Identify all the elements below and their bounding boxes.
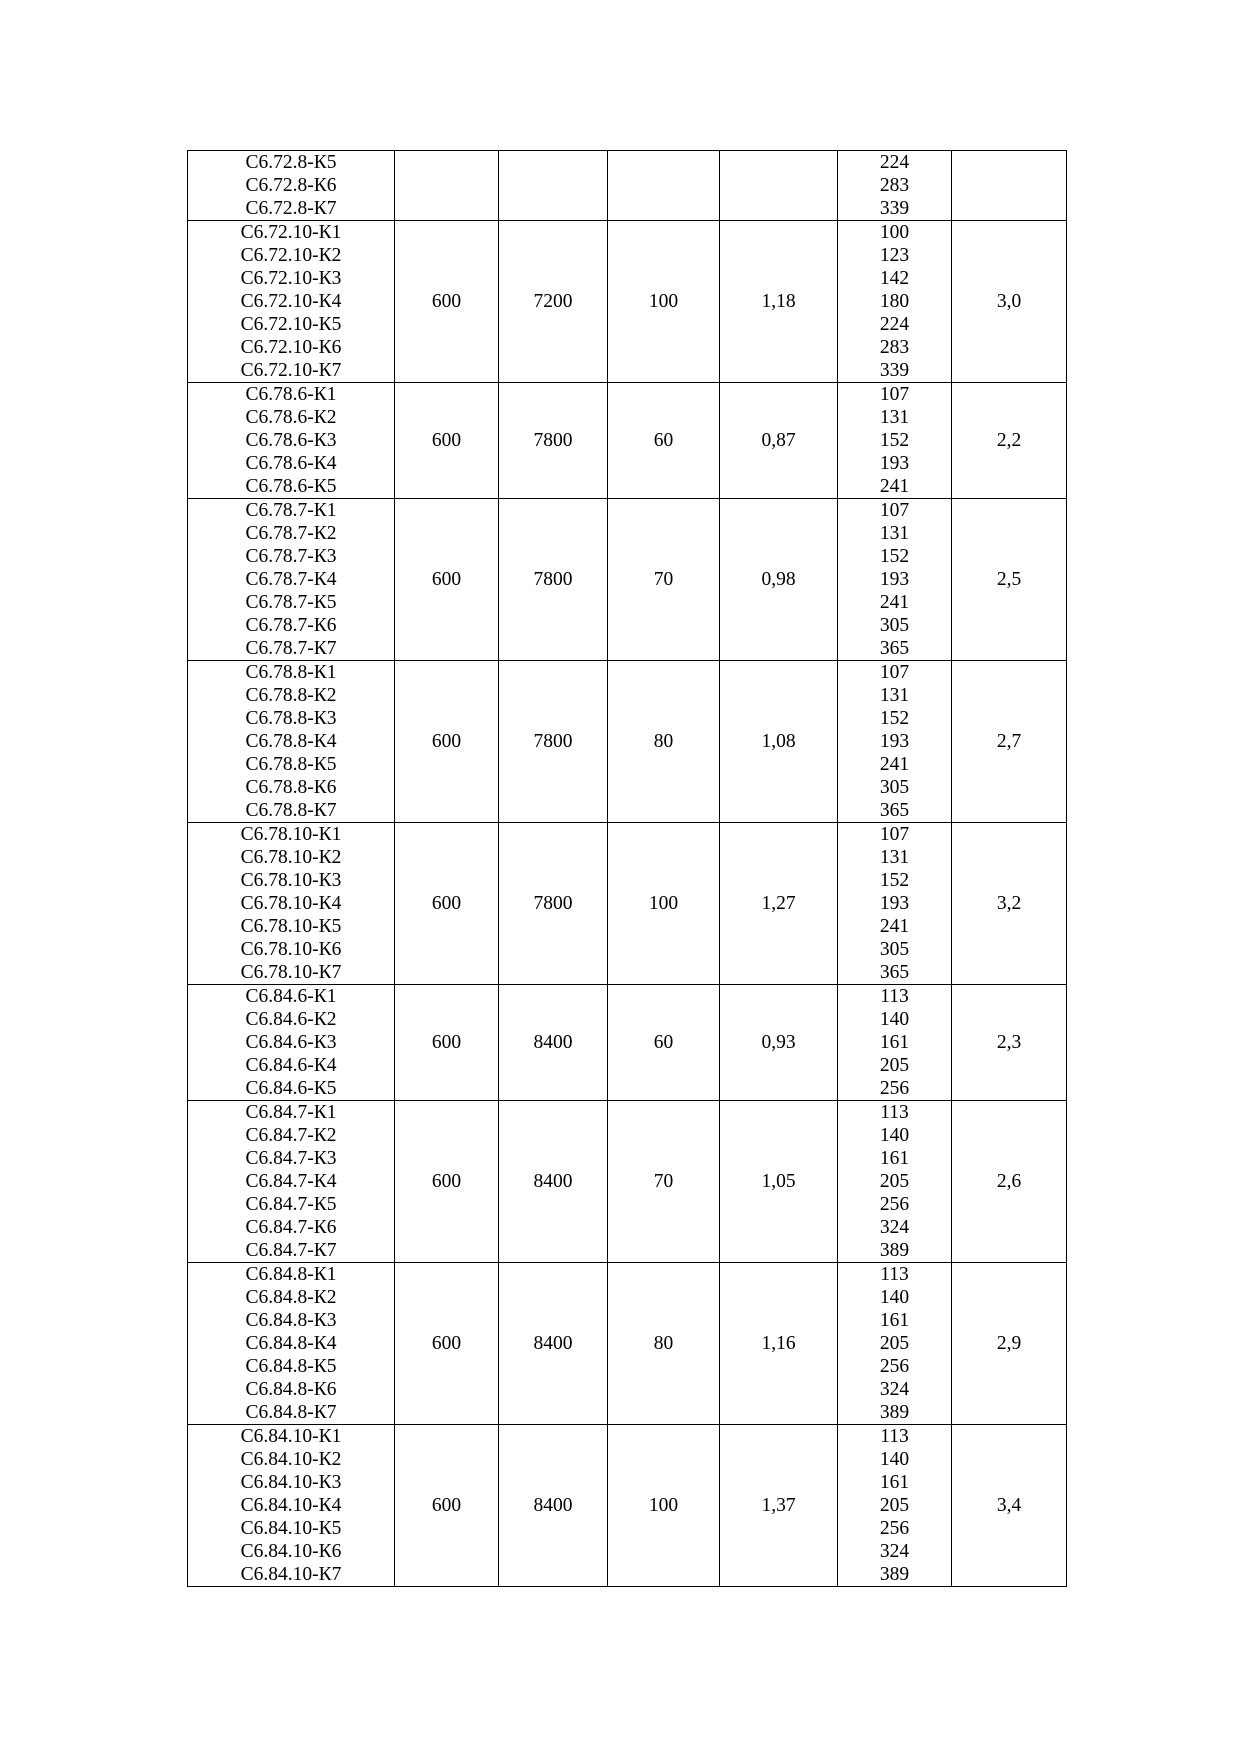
load-value: 283 bbox=[879, 175, 910, 196]
load-value: 305 bbox=[879, 939, 910, 960]
height-cell: 100 bbox=[608, 1425, 720, 1587]
load-value: 224 bbox=[879, 152, 910, 173]
mark-label: С6.72.10-К6 bbox=[240, 337, 342, 358]
mark-label: С6.78.8-К2 bbox=[245, 685, 337, 706]
load-value: 161 bbox=[879, 1310, 910, 1331]
mark-label: С6.78.7-К6 bbox=[245, 615, 337, 636]
mark-label: С6.84.10-К5 bbox=[240, 1518, 342, 1539]
mark-label: С6.78.6-К5 bbox=[245, 476, 337, 497]
load-value: 152 bbox=[879, 546, 910, 567]
height-cell: 100 bbox=[608, 823, 720, 985]
mass-cell: 2,6 bbox=[952, 1101, 1067, 1263]
mark-cell bbox=[188, 1425, 395, 1587]
mark-label: С6.84.8-К3 bbox=[245, 1310, 337, 1331]
load-value: 152 bbox=[879, 430, 910, 451]
load-value: 365 bbox=[879, 962, 910, 983]
mark-label: С6.84.10-К2 bbox=[240, 1449, 342, 1470]
mass-cell: 2,5 bbox=[952, 499, 1067, 661]
load-value: 107 bbox=[879, 824, 910, 845]
load-value: 131 bbox=[879, 523, 910, 544]
load-value: 324 bbox=[879, 1541, 910, 1562]
table-row bbox=[188, 499, 1067, 661]
load-value: 389 bbox=[879, 1564, 910, 1585]
load-value: 256 bbox=[879, 1356, 910, 1377]
mark-label: С6.84.7-К1 bbox=[245, 1102, 337, 1123]
mark-cell bbox=[188, 985, 395, 1101]
volume-cell bbox=[720, 151, 838, 221]
height-cell: 100 bbox=[608, 221, 720, 383]
height-cell: 60 bbox=[608, 985, 720, 1101]
volume-cell: 1,37 bbox=[720, 1425, 838, 1587]
height-cell: 70 bbox=[608, 1101, 720, 1263]
table-row bbox=[188, 985, 1067, 1101]
mark-label: С6.84.8-К6 bbox=[245, 1379, 337, 1400]
load-value: 365 bbox=[879, 800, 910, 821]
width-cell: 600 bbox=[395, 1425, 499, 1587]
load-value: 193 bbox=[879, 569, 910, 590]
mark-cell bbox=[188, 823, 395, 985]
height-cell: 80 bbox=[608, 1263, 720, 1425]
mark-label: С6.84.8-К1 bbox=[245, 1264, 337, 1285]
load-value: 161 bbox=[879, 1472, 910, 1493]
mark-label: С6.78.10-К5 bbox=[240, 916, 342, 937]
width-cell: 600 bbox=[395, 383, 499, 499]
mark-cell bbox=[188, 1101, 395, 1263]
load-value: 113 bbox=[880, 1426, 909, 1447]
load-value: 140 bbox=[879, 1009, 910, 1030]
load-value: 324 bbox=[879, 1217, 910, 1238]
load-value: 152 bbox=[879, 708, 910, 729]
mark-label: С6.78.7-К2 bbox=[245, 523, 337, 544]
length-cell: 7800 bbox=[499, 823, 608, 985]
load-value: 113 bbox=[880, 1264, 909, 1285]
table-row bbox=[188, 661, 1067, 823]
width-cell: 600 bbox=[395, 221, 499, 383]
volume-cell: 0,93 bbox=[720, 985, 838, 1101]
load-cell bbox=[838, 661, 952, 823]
mark-label: С6.84.7-К2 bbox=[245, 1125, 337, 1146]
load-value: 161 bbox=[879, 1148, 910, 1169]
mass-cell: 3,2 bbox=[952, 823, 1067, 985]
load-value: 224 bbox=[879, 314, 910, 335]
mark-label: С6.72.8-К6 bbox=[245, 175, 337, 196]
mark-cell bbox=[188, 221, 395, 383]
mark-label: С6.84.10-К4 bbox=[240, 1495, 342, 1516]
volume-cell: 1,16 bbox=[720, 1263, 838, 1425]
mass-cell: 3,0 bbox=[952, 221, 1067, 383]
mark-label: С6.78.6-К3 bbox=[245, 430, 337, 451]
load-value: 107 bbox=[879, 500, 910, 521]
height-cell: 70 bbox=[608, 499, 720, 661]
mark-label: С6.84.7-К3 bbox=[245, 1148, 337, 1169]
volume-cell: 1,08 bbox=[720, 661, 838, 823]
width-cell bbox=[395, 151, 499, 221]
mark-cell bbox=[188, 499, 395, 661]
mark-label: С6.84.10-К3 bbox=[240, 1472, 342, 1493]
load-value: 339 bbox=[879, 198, 910, 219]
mark-label: С6.72.10-К4 bbox=[240, 291, 342, 312]
load-value: 241 bbox=[879, 476, 910, 497]
table-body bbox=[188, 151, 1067, 1587]
length-cell: 7200 bbox=[499, 221, 608, 383]
load-value: 256 bbox=[879, 1518, 910, 1539]
mark-label: С6.84.7-К5 bbox=[245, 1194, 337, 1215]
mark-label: С6.84.6-К2 bbox=[245, 1009, 337, 1030]
load-value: 152 bbox=[879, 870, 910, 891]
mark-label: С6.78.7-К3 bbox=[245, 546, 337, 567]
mark-label: С6.78.7-К1 bbox=[245, 500, 337, 521]
table-row bbox=[188, 823, 1067, 985]
load-value: 205 bbox=[879, 1495, 910, 1516]
load-cell bbox=[838, 383, 952, 499]
load-value: 256 bbox=[879, 1194, 910, 1215]
mark-label: С6.84.8-К7 bbox=[245, 1402, 337, 1423]
mark-cell bbox=[188, 1263, 395, 1425]
mark-label: С6.84.7-К7 bbox=[245, 1240, 337, 1261]
mark-label: С6.78.8-К4 bbox=[245, 731, 337, 752]
load-value: 140 bbox=[879, 1287, 910, 1308]
width-cell: 600 bbox=[395, 499, 499, 661]
load-value: 365 bbox=[879, 638, 910, 659]
load-value: 305 bbox=[879, 615, 910, 636]
load-cell bbox=[838, 823, 952, 985]
table-row bbox=[188, 1263, 1067, 1425]
mark-label: С6.84.8-К4 bbox=[245, 1333, 337, 1354]
load-value: 113 bbox=[880, 1102, 909, 1123]
table-row bbox=[188, 1425, 1067, 1587]
load-cell bbox=[838, 1263, 952, 1425]
mark-label: С6.84.10-К7 bbox=[240, 1564, 342, 1585]
mark-label: С6.72.8-К7 bbox=[245, 198, 337, 219]
load-value: 241 bbox=[879, 592, 910, 613]
mark-label: С6.78.6-К2 bbox=[245, 407, 337, 428]
mark-label: С6.84.8-К2 bbox=[245, 1287, 337, 1308]
load-value: 161 bbox=[879, 1032, 910, 1053]
load-value: 324 bbox=[879, 1379, 910, 1400]
mark-label: С6.78.10-К4 bbox=[240, 893, 342, 914]
mass-cell: 3,4 bbox=[952, 1425, 1067, 1587]
load-value: 241 bbox=[879, 754, 910, 775]
load-cell bbox=[838, 1425, 952, 1587]
width-cell: 600 bbox=[395, 661, 499, 823]
load-value: 100 bbox=[879, 222, 910, 243]
load-value: 107 bbox=[879, 662, 910, 683]
table-row bbox=[188, 383, 1067, 499]
mark-label: С6.78.10-К7 bbox=[240, 962, 342, 983]
load-value: 193 bbox=[879, 893, 910, 914]
load-value: 339 bbox=[879, 360, 910, 381]
mark-cell bbox=[188, 661, 395, 823]
volume-cell: 1,05 bbox=[720, 1101, 838, 1263]
load-value: 107 bbox=[879, 384, 910, 405]
length-cell: 8400 bbox=[499, 985, 608, 1101]
mark-label: С6.78.10-К6 bbox=[240, 939, 342, 960]
mark-label: С6.78.6-К1 bbox=[245, 384, 337, 405]
mark-cell bbox=[188, 383, 395, 499]
length-cell: 7800 bbox=[499, 661, 608, 823]
mark-label: С6.72.10-К7 bbox=[240, 360, 342, 381]
table-row bbox=[188, 151, 1067, 221]
mass-cell: 2,2 bbox=[952, 383, 1067, 499]
load-value: 283 bbox=[879, 337, 910, 358]
load-value: 140 bbox=[879, 1449, 910, 1470]
mark-label: С6.78.8-К5 bbox=[245, 754, 337, 775]
mark-label: С6.78.8-К7 bbox=[245, 800, 337, 821]
mark-label: С6.78.7-К5 bbox=[245, 592, 337, 613]
mark-label: С6.84.7-К4 bbox=[245, 1171, 337, 1192]
table-row bbox=[188, 221, 1067, 383]
volume-cell: 1,18 bbox=[720, 221, 838, 383]
width-cell: 600 bbox=[395, 985, 499, 1101]
volume-cell: 0,87 bbox=[720, 383, 838, 499]
mark-label: С6.84.6-К4 bbox=[245, 1055, 337, 1076]
mass-cell: 2,3 bbox=[952, 985, 1067, 1101]
mark-label: С6.72.10-К3 bbox=[240, 268, 342, 289]
length-cell: 8400 bbox=[499, 1425, 608, 1587]
length-cell bbox=[499, 151, 608, 221]
width-cell: 600 bbox=[395, 1263, 499, 1425]
mark-label: С6.84.6-К3 bbox=[245, 1032, 337, 1053]
mass-cell bbox=[952, 151, 1067, 221]
mark-label: С6.72.8-К5 bbox=[245, 152, 337, 173]
length-cell: 8400 bbox=[499, 1263, 608, 1425]
mark-label: С6.84.6-К1 bbox=[245, 986, 337, 1007]
mark-label: С6.78.10-К1 bbox=[240, 824, 342, 845]
height-cell: 80 bbox=[608, 661, 720, 823]
load-value: 205 bbox=[879, 1055, 910, 1076]
load-cell bbox=[838, 221, 952, 383]
load-value: 241 bbox=[879, 916, 910, 937]
mark-label: С6.84.10-К1 bbox=[240, 1426, 342, 1447]
mark-label: С6.72.10-К5 bbox=[240, 314, 342, 335]
table-row bbox=[188, 1101, 1067, 1263]
length-cell: 8400 bbox=[499, 1101, 608, 1263]
length-cell: 7800 bbox=[499, 499, 608, 661]
mark-label: С6.78.8-К6 bbox=[245, 777, 337, 798]
length-cell: 7800 bbox=[499, 383, 608, 499]
mark-label: С6.78.10-К2 bbox=[240, 847, 342, 868]
load-value: 256 bbox=[879, 1078, 910, 1099]
load-value: 389 bbox=[879, 1402, 910, 1423]
volume-cell: 1,27 bbox=[720, 823, 838, 985]
height-cell: 60 bbox=[608, 383, 720, 499]
mark-label: С6.78.8-К1 bbox=[245, 662, 337, 683]
load-value: 180 bbox=[879, 291, 910, 312]
mark-label: С6.78.8-К3 bbox=[245, 708, 337, 729]
load-value: 389 bbox=[879, 1240, 910, 1261]
mark-label: С6.72.10-К1 bbox=[240, 222, 342, 243]
load-value: 205 bbox=[879, 1333, 910, 1354]
load-cell bbox=[838, 151, 952, 221]
mark-label: С6.78.7-К4 bbox=[245, 569, 337, 590]
load-cell bbox=[838, 985, 952, 1101]
mark-label: С6.84.6-К5 bbox=[245, 1078, 337, 1099]
specification-table bbox=[187, 150, 1067, 1587]
load-value: 193 bbox=[879, 453, 910, 474]
volume-cell: 0,98 bbox=[720, 499, 838, 661]
width-cell: 600 bbox=[395, 1101, 499, 1263]
mark-label: С6.84.7-К6 bbox=[245, 1217, 337, 1238]
load-value: 123 bbox=[879, 245, 910, 266]
mark-label: С6.84.8-К5 bbox=[245, 1356, 337, 1377]
load-value: 140 bbox=[879, 1125, 910, 1146]
mark-label: С6.78.10-К3 bbox=[240, 870, 342, 891]
mark-label: С6.78.7-К7 bbox=[245, 638, 337, 659]
load-value: 142 bbox=[879, 268, 910, 289]
load-value: 131 bbox=[879, 685, 910, 706]
load-value: 193 bbox=[879, 731, 910, 752]
width-cell: 600 bbox=[395, 823, 499, 985]
mark-cell bbox=[188, 151, 395, 221]
load-value: 131 bbox=[879, 847, 910, 868]
load-cell bbox=[838, 1101, 952, 1263]
load-value: 305 bbox=[879, 777, 910, 798]
height-cell bbox=[608, 151, 720, 221]
load-cell bbox=[838, 499, 952, 661]
mark-label: С6.78.6-К4 bbox=[245, 453, 337, 474]
load-value: 131 bbox=[879, 407, 910, 428]
mark-label: С6.84.10-К6 bbox=[240, 1541, 342, 1562]
load-value: 205 bbox=[879, 1171, 910, 1192]
mass-cell: 2,9 bbox=[952, 1263, 1067, 1425]
load-value: 113 bbox=[880, 986, 909, 1007]
mark-label: С6.72.10-К2 bbox=[240, 245, 342, 266]
mass-cell: 2,7 bbox=[952, 661, 1067, 823]
